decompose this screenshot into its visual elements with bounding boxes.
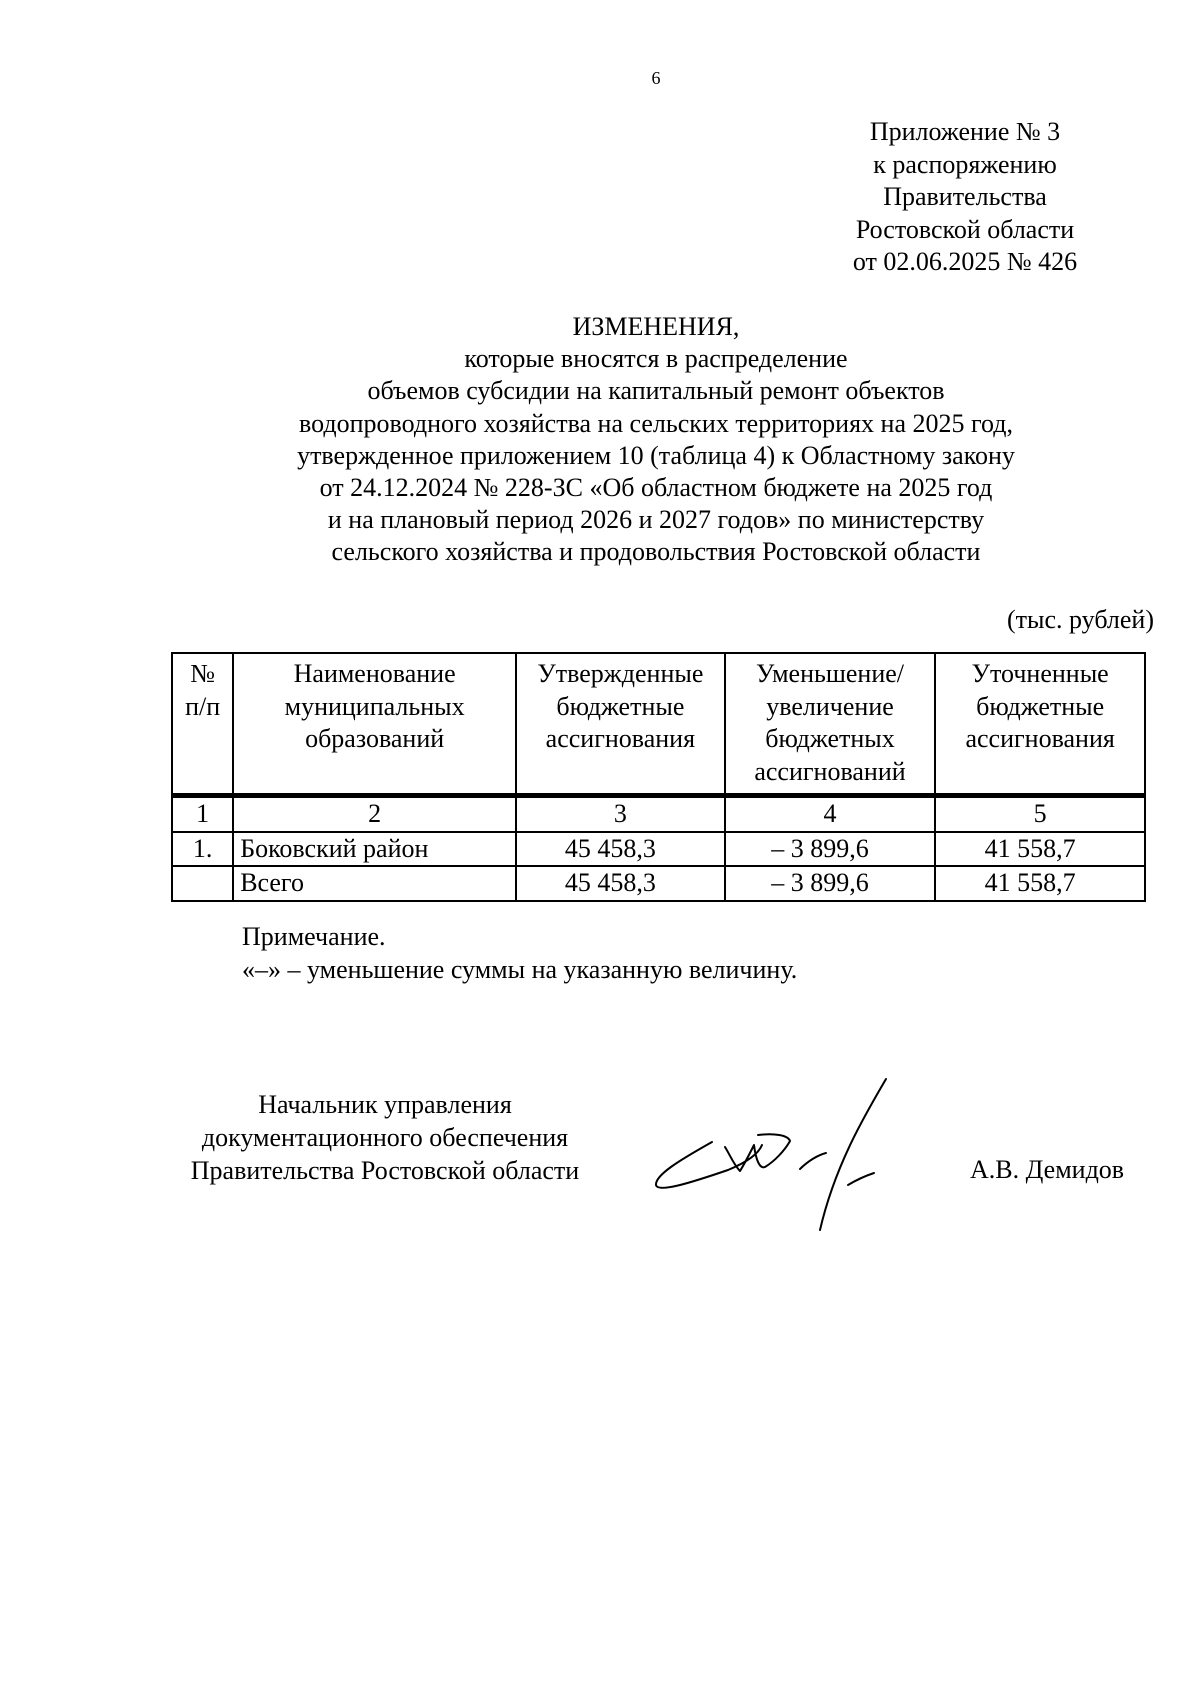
handwritten-signature [650, 1075, 950, 1235]
table-row-total [172, 866, 1145, 901]
municipality-name: Боковский район [233, 832, 516, 867]
header-text: Утвержденные [537, 659, 704, 688]
header-text: бюджетные [556, 691, 685, 721]
change-amount: – 3 899,6 [725, 866, 936, 901]
position-line: Начальник управления [258, 1090, 512, 1119]
appendix-line: Ростовской области [855, 214, 1075, 244]
header-cell-change [725, 653, 936, 796]
heading-title: ИЗМЕНЕНИЯ, [572, 312, 740, 341]
header-cell-name [233, 653, 516, 796]
header-cell-final [935, 653, 1145, 796]
note-text: «–» – уменьшение суммы на указанную величину. [242, 955, 798, 984]
note-title: Примечание. [242, 922, 386, 951]
column-number: 5 [935, 796, 1145, 832]
signer-name: А.В. Демидов [970, 1155, 1125, 1184]
budget-table [171, 652, 1146, 902]
heading-line: которые вносятся в распределение [464, 344, 848, 374]
column-number: 4 [725, 796, 936, 832]
header-text: бюджетных [765, 724, 895, 753]
header-text: увеличение [766, 691, 894, 721]
row-number: 1. [172, 832, 233, 867]
total-label: Всего [233, 866, 516, 901]
header-text: п/п [185, 691, 221, 721]
heading-line: и на плановый период 2026 и 2027 годов» по министерству [327, 505, 985, 535]
approved-amount: 45 458,3 [516, 832, 725, 867]
heading-line: водопроводного хозяйства на сельских территориях на 2025 год, [299, 408, 1013, 438]
appendix-line: Правительства [883, 182, 1047, 211]
heading-line: утвержденное приложением 10 (таблица 4) к Областному закону [297, 440, 1015, 470]
note-section [242, 920, 797, 986]
header-text: № [190, 659, 215, 688]
page-number [0, 68, 1200, 89]
table-header-row [172, 653, 1145, 796]
units-label: (тыс. рублей) [1006, 605, 1154, 634]
table-row [172, 832, 1145, 867]
column-number: 2 [233, 796, 516, 832]
heading-line: сельского хозяйства и продовольствия Ростовской области [331, 537, 981, 567]
header-text: ассигнований [754, 756, 906, 786]
document-heading [150, 311, 1162, 569]
appendix-line: к распоряжению [873, 149, 1057, 179]
header-text: образований [305, 724, 445, 753]
header-text: Уточненные [971, 659, 1109, 688]
column-number: 3 [516, 796, 725, 832]
column-number-row [172, 796, 1145, 832]
change-amount: – 3 899,6 [725, 832, 936, 867]
appendix-reference [840, 116, 1090, 279]
heading-line: объемов субсидии на капитальный ремонт объектов [367, 376, 945, 406]
appendix-line: Приложение № 3 [869, 117, 1061, 146]
header-text: ассигнования [545, 724, 696, 753]
position-line: Правительства Ростовской области [190, 1156, 580, 1185]
header-text: ассигнования [965, 724, 1115, 753]
page-number-text: 6 [651, 68, 661, 88]
heading-line: от 24.12.2024 № 228-ЗС «Об областном бюджете на 2025 год [319, 473, 993, 503]
approved-amount: 45 458,3 [516, 866, 725, 901]
header-text: Уменьшение/ [755, 659, 905, 688]
appendix-line: от 02.06.2025 № 426 [852, 247, 1078, 276]
header-text: Наименование [293, 659, 456, 688]
final-amount: 41 558,7 [935, 866, 1145, 901]
position-line: документационного обеспечения [201, 1123, 569, 1152]
signer-position [160, 1088, 610, 1187]
column-number: 1 [172, 796, 233, 832]
header-text: бюджетные [976, 691, 1105, 721]
header-cell-number [172, 653, 233, 796]
header-text: муниципальных [284, 691, 465, 721]
final-amount: 41 558,7 [935, 832, 1145, 867]
row-number [172, 866, 233, 901]
header-cell-approved [516, 653, 725, 796]
